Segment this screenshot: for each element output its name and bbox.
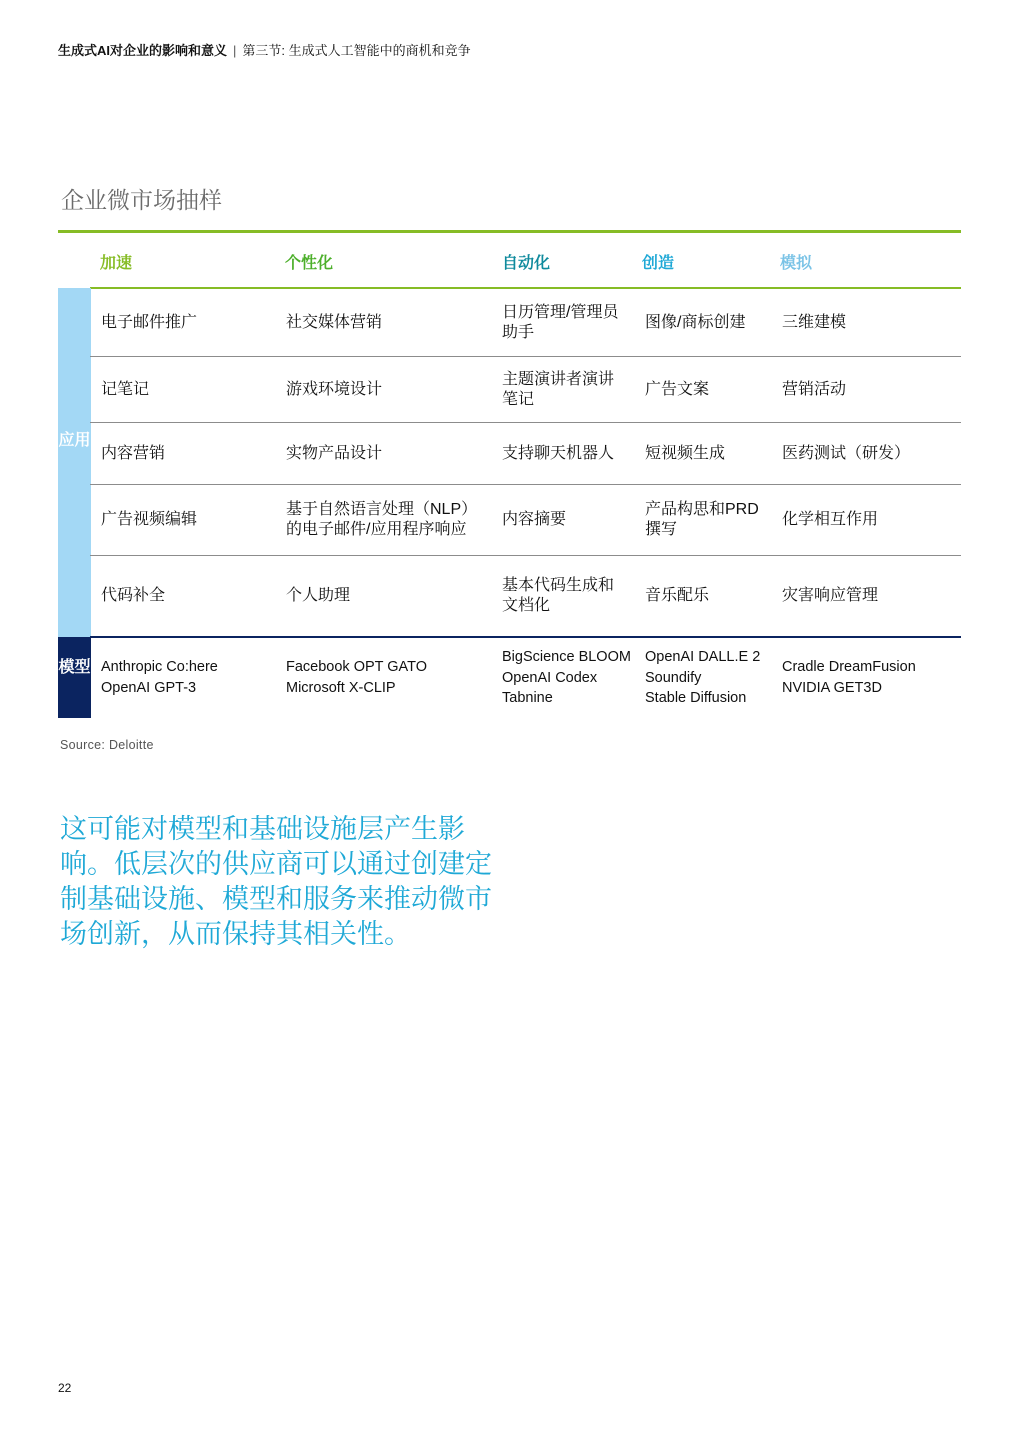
table-cell: 广告视频编辑	[101, 511, 198, 528]
table-row	[0, 289, 1019, 356]
model-cell: Cradle DreamFusion NVIDIA GET3D	[782, 659, 916, 696]
table-cell: 社交媒体营销	[286, 313, 383, 331]
column-header-create: 创造	[642, 255, 675, 272]
header-separator: |	[233, 43, 237, 58]
table-row	[0, 485, 1019, 555]
model-cell: Anthropic Co:here OpenAI GPT-3	[101, 659, 218, 696]
table-cell: 电子邮件推广	[101, 313, 198, 331]
table-row	[0, 423, 1019, 484]
table-cell: 化学相互作用	[782, 511, 879, 528]
callout-text: 这可能对模型和基础设施层产生影响。低层次的供应商可以通过创建定制基础设施、模型和服务来推动微市场创新，从而保持其相关性。	[60, 814, 492, 949]
column-header-simulate: 模拟	[780, 255, 813, 272]
section-title: 企业微市场抽样	[61, 187, 222, 213]
table-cell: 内容摘要	[502, 511, 567, 528]
header-title: 生成式AI对企业的影响和意义	[58, 43, 228, 58]
table-cell: 实物产品设计	[286, 444, 383, 462]
table-cell: 内容营销	[101, 444, 166, 462]
table-row-models	[0, 638, 1019, 718]
table-cell: 主题演讲者演讲 笔记	[502, 370, 615, 408]
table-cell: 基本代码生成和 文档化	[502, 577, 615, 614]
page-number: 22	[58, 1381, 72, 1395]
model-cell: OpenAI DALL.E 2 Soundify Stable Diffusion	[645, 649, 761, 706]
table-cell: 代码补全	[101, 587, 166, 604]
model-cell: BigScience BLOOM OpenAI Codex Tabnine	[502, 649, 631, 706]
table-cell: 图像/商标创建	[645, 313, 746, 331]
table-row	[0, 556, 1019, 636]
table-cell: 支持聊天机器人	[502, 444, 615, 462]
table-cell: 日历管理/管理员 助手	[502, 303, 619, 341]
table-cell: 产品构思和PRD 撰写	[645, 501, 759, 538]
page-header	[58, 40, 471, 59]
model-cell: Facebook OPT GATO Microsoft X-CLIP	[286, 659, 428, 696]
table-cell: 灾害响应管理	[782, 587, 879, 604]
table-cell: 营销活动	[782, 380, 847, 398]
table-cell: 短视频生成	[645, 444, 726, 462]
table-cell: 基于自然语言处理（NLP） 的电子邮件/应用程序响应	[286, 501, 478, 538]
column-header-accelerate: 加速	[100, 255, 133, 272]
column-header-automate: 自动化	[502, 255, 551, 272]
table-header-row	[0, 232, 1019, 287]
table-cell: 广告文案	[645, 380, 710, 398]
column-header-personalize: 个性化	[285, 255, 334, 272]
header-subtitle: 第三节: 生成式人工智能中的商机和竞争	[242, 43, 471, 58]
table-cell: 音乐配乐	[645, 587, 710, 604]
table-cell: 医药测试（研发）	[782, 444, 911, 462]
table-row	[0, 357, 1019, 422]
table-cell: 三维建模	[782, 313, 847, 331]
table-cell: 游戏环境设计	[286, 380, 383, 398]
side-label-models-text: 模型	[58, 659, 91, 676]
table-cell: 记笔记	[101, 380, 150, 398]
table-cell: 个人助理	[286, 587, 351, 604]
side-label-applications-text: 应用	[58, 432, 91, 449]
source-note: Source: Deloitte	[60, 738, 154, 752]
